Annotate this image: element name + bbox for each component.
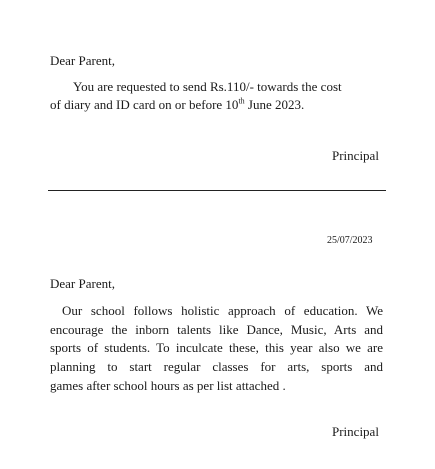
section-divider: [48, 190, 386, 191]
notice-two-body-line: Our school follows holistic approach of education. We: [62, 303, 383, 318]
notice-one-body-line-2-prefix: of diary and ID card on or before 10: [50, 97, 239, 112]
notice-one-body-line-1: You are requested to send Rs.110/- towards the cost: [73, 79, 342, 94]
notice-two-date: 25/07/2023: [327, 235, 373, 246]
notice-one-date-ordinal: th: [238, 96, 245, 106]
notice-two-body: [50, 302, 383, 396]
notice-two-body-line: sports of students. To inculcate these, this year also we are: [50, 340, 383, 356]
notice-one-body-line-2-suffix: June 2023.: [244, 97, 305, 112]
notice-one-signature: Principal: [332, 148, 379, 163]
notice-two-body-line: games after school hours as per list attached .: [50, 377, 286, 393]
notice-two-body-line: encourage the inborn talents like Dance, Music, Arts and: [50, 321, 383, 337]
notice-two-body-line: planning to start regular classes for arts, sports and: [50, 359, 383, 375]
notice-two-signature: Principal: [332, 424, 379, 439]
notice-one-body-line-2: [50, 97, 304, 113]
notice-one-salutation: Dear Parent,: [50, 53, 115, 68]
notice-two-salutation: Dear Parent,: [50, 276, 115, 291]
